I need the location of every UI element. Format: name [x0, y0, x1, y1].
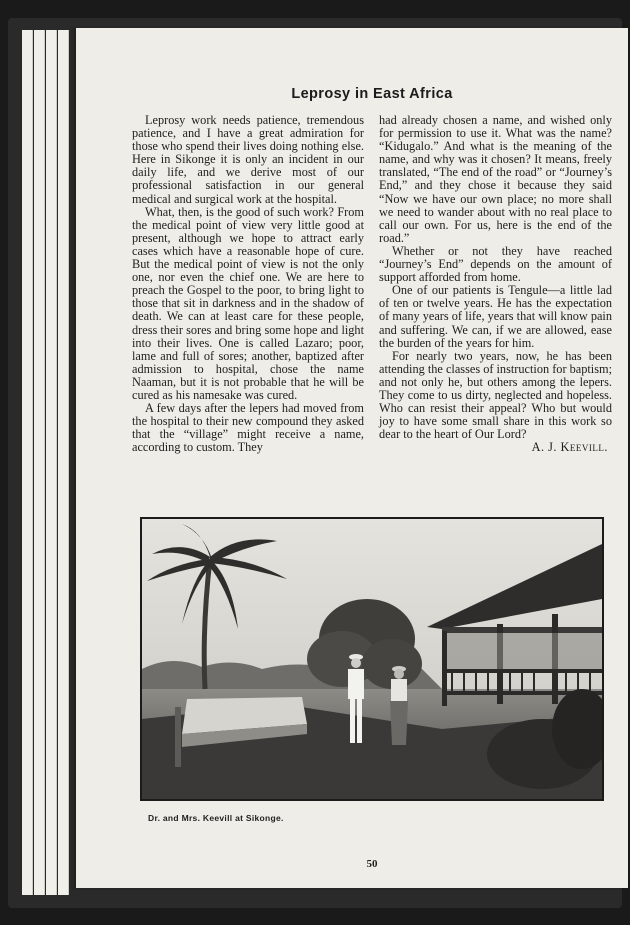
paragraph: Leprosy work needs patience, tremendous patience, and I have a great admiration for those who spend their lives doing nothing else. Here in Sikonge it is only an incident in our daily life, and we derive most of our professional satisfaction in our general medical and surgical work at the hospital.	[132, 113, 364, 206]
page-edge	[22, 30, 33, 895]
paragraph: Whether or not they have reached “Journey’s End” depends on the amount of support afforded from home.	[379, 243, 612, 285]
photograph	[140, 517, 604, 801]
left-column	[132, 114, 364, 454]
author-signature: A. J. Keevill.	[531, 440, 608, 455]
paragraph: What, then, is the good of such work? From the medical point of view very little good at present, although we hope to attract early cases which have a reasonable hope of cure. But the medical point of view is not the only one, nor even the chief one. We are here to preach the Gospel to the poor, to bring light to those that sit in darkness and in the shadow of death. We can at least care for these people, dress their sores and bring some hope and light into their lives. One is called Lazaro; poor, lame and full of sores; another, baptized after admission to hospital, chose the name Naaman, but it is not probable that he will be cured as his namesake was cured.	[132, 204, 364, 402]
article-title: Leprosy in East Africa	[291, 86, 453, 102]
page-edge	[46, 30, 57, 895]
paragraph: For nearly two years, now, he has been attending the classes of instruction for baptism; and not only he, but others among the lepers. They come to us dirty, neglected and hopeless. Who can resist their appeal? Who but would joy to have some small share in this work so dear to the heart of Our Lord?	[379, 348, 612, 442]
book-page	[76, 28, 628, 888]
paragraph: had already chosen a name, and wished only for permission to use it. What was the name? “Kidugalo.” And what is the meaning of the name, and why was it chosen? It means, freely translated, “The end of the road” or “Journey’s End,” and they chose it because they said “Now we have our own place; no more shall we need to wander about with no real place to call our own. For us, here is the end of the road.”	[379, 113, 612, 245]
photo-caption: Dr. and Mrs. Keevill at Sikonge.	[148, 813, 284, 823]
paragraph: A few days after the lepers had moved from the hospital to their new compound they asked that the “village” might receive a name, according to custom. They	[132, 401, 364, 455]
page-edge	[58, 30, 69, 895]
page-number: 50	[366, 858, 378, 870]
paragraph: One of our patients is Tengule—a little lad of ten or twelve years. He has the expectation of many years of life, years that will know pain and suffering. We can, if we are allowed, ease the burden of the years for him.	[379, 283, 612, 350]
photo-illustration	[142, 519, 602, 799]
right-column	[379, 114, 612, 454]
page-edge	[34, 30, 45, 895]
